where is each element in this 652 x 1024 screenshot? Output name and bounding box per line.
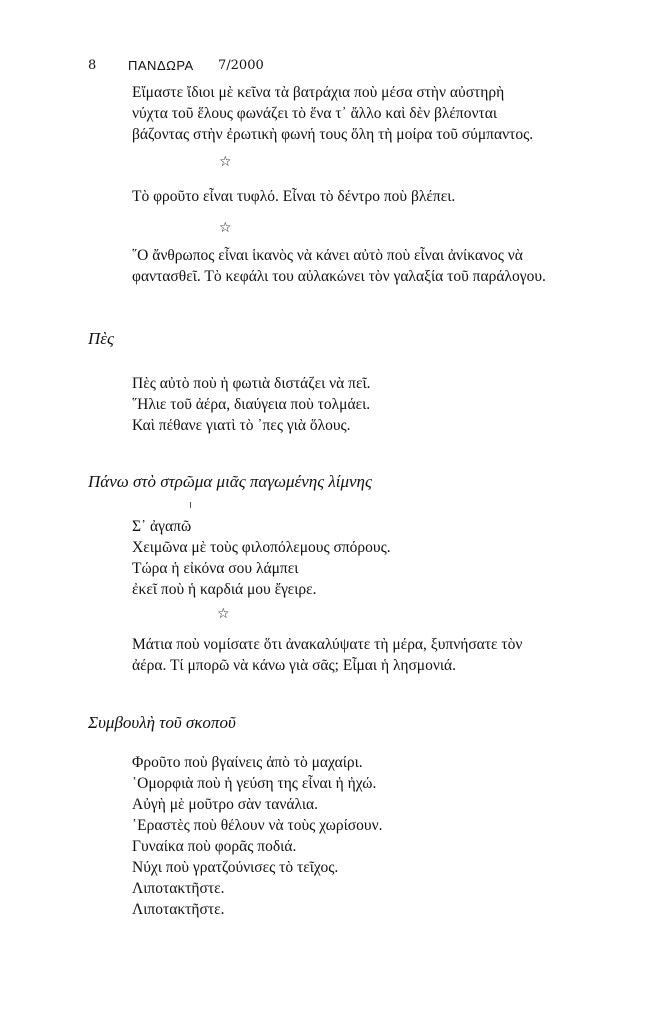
- journal-logo: ΠΑΝΔΩΡΑ: [128, 58, 194, 73]
- issue-number: 7/2000: [218, 58, 264, 73]
- page-number: 8: [88, 58, 97, 73]
- text-line: Καὶ πέθανε γιατὶ τὸ ᾽πες γιὰ ὅλους.: [132, 417, 351, 434]
- text-line: Αὐγὴ μὲ μοῦτρο σὰν τανάλια.: [132, 796, 319, 813]
- poem-lake: [132, 516, 602, 600]
- human-paragraph: [132, 245, 602, 287]
- eyes-paragraph: [132, 634, 602, 676]
- poem-pes: [132, 373, 602, 436]
- text-line: Πὲς αὐτὸ ποὺ ἡ φωτιὰ διστάζει νὰ πεῖ.: [132, 375, 371, 392]
- text-line: Φροῦτο ποὺ βγαίνεις ἀπὸ τὸ μαχαίρι.: [132, 754, 363, 771]
- stray-mark: [190, 502, 191, 508]
- text-line: νύχτα τοῦ ἕλους φωνάζει τὸ ἕνα τ᾽ ἄλλο καὶ δὲν βλέπονται: [132, 105, 497, 122]
- star-separator-icon: ☆: [219, 220, 232, 236]
- intro-paragraph: [132, 82, 602, 145]
- text-line: Γυναίκα ποὺ φορᾶς ποδιά.: [132, 838, 297, 855]
- text-line: ῞Ηλιε τοῦ ἀέρα, διαύγεια ποὺ τολμάει.: [132, 396, 371, 413]
- text-line: ἐκεῖ ποὺ ἡ καρδιά μου ἔγειρε.: [132, 581, 317, 598]
- text-line: Τὸ φροῦτο εἶναι τυφλό. Εἶναι τὸ δέντρο ποὺ βλέπει.: [132, 188, 456, 205]
- text-line: Τώρα ἡ εἰκόνα σου λάμπει: [132, 560, 299, 577]
- star-separator-icon: ☆: [217, 606, 230, 622]
- text-line: βάζοντας στὴν ἐρωτικὴ φωνή τους ὅλη τὴ μοίρα τοῦ σύμπαντος.: [132, 126, 534, 143]
- text-line: Χειμῶνα μὲ τοὺς φιλοπόλεμους σπόρους.: [132, 539, 391, 556]
- poem-title-pes: Πὲς: [88, 329, 114, 348]
- poem-title-lake: Πάνω στὸ στρῶμα μιᾶς παγωμένης λίμνης: [88, 472, 372, 491]
- text-line: φαντασθεῖ. Τὸ κεφάλι του αὐλακώνει τὸν γαλαξία τοῦ παράλογου.: [132, 268, 546, 285]
- text-line: ἀέρα. Τί μπορῶ νὰ κάνω γιὰ σᾶς; Εἶμαι ἡ λησμονιά.: [132, 657, 457, 674]
- text-line: Λιποτακτῆστε.: [132, 880, 225, 897]
- star-separator-icon: ☆: [219, 154, 232, 170]
- poem-advice: [132, 752, 602, 920]
- text-line: Μάτια ποὺ νομίσατε ὅτι ἀνακαλύψατε τὴ μέρα, ξυπνήσατε τὸν: [132, 636, 523, 653]
- text-line: ῾Ομορφιὰ ποὺ ἡ γεύση της εἶναι ἡ ἠχώ.: [132, 775, 377, 792]
- poem-title-advice: Συμβουλὴ τοῦ σκοποῦ: [88, 713, 236, 732]
- fruit-paragraph: [132, 186, 602, 207]
- text-line: ῾Εραστὲς ποὺ θέλουν νὰ τοὺς χωρίσουν.: [132, 817, 383, 834]
- text-line: ῞Ο ἄνθρωπος εἶναι ἱκανὸς νὰ κάνει αὐτὸ ποὺ εἶναι ἀνίκανος νὰ: [132, 247, 523, 264]
- text-line: Λιποτακτῆστε.: [132, 901, 225, 918]
- text-line: Σ᾽ ἀγαπῶ: [132, 518, 192, 535]
- text-line: Νύχι ποὺ γρατζούνισες τὸ τεῖχος.: [132, 859, 339, 876]
- text-line: Εἴμαστε ἴδιοι μὲ κεῖνα τὰ βατράχια ποὺ μέσα στὴν αὐστηρὴ: [132, 84, 505, 101]
